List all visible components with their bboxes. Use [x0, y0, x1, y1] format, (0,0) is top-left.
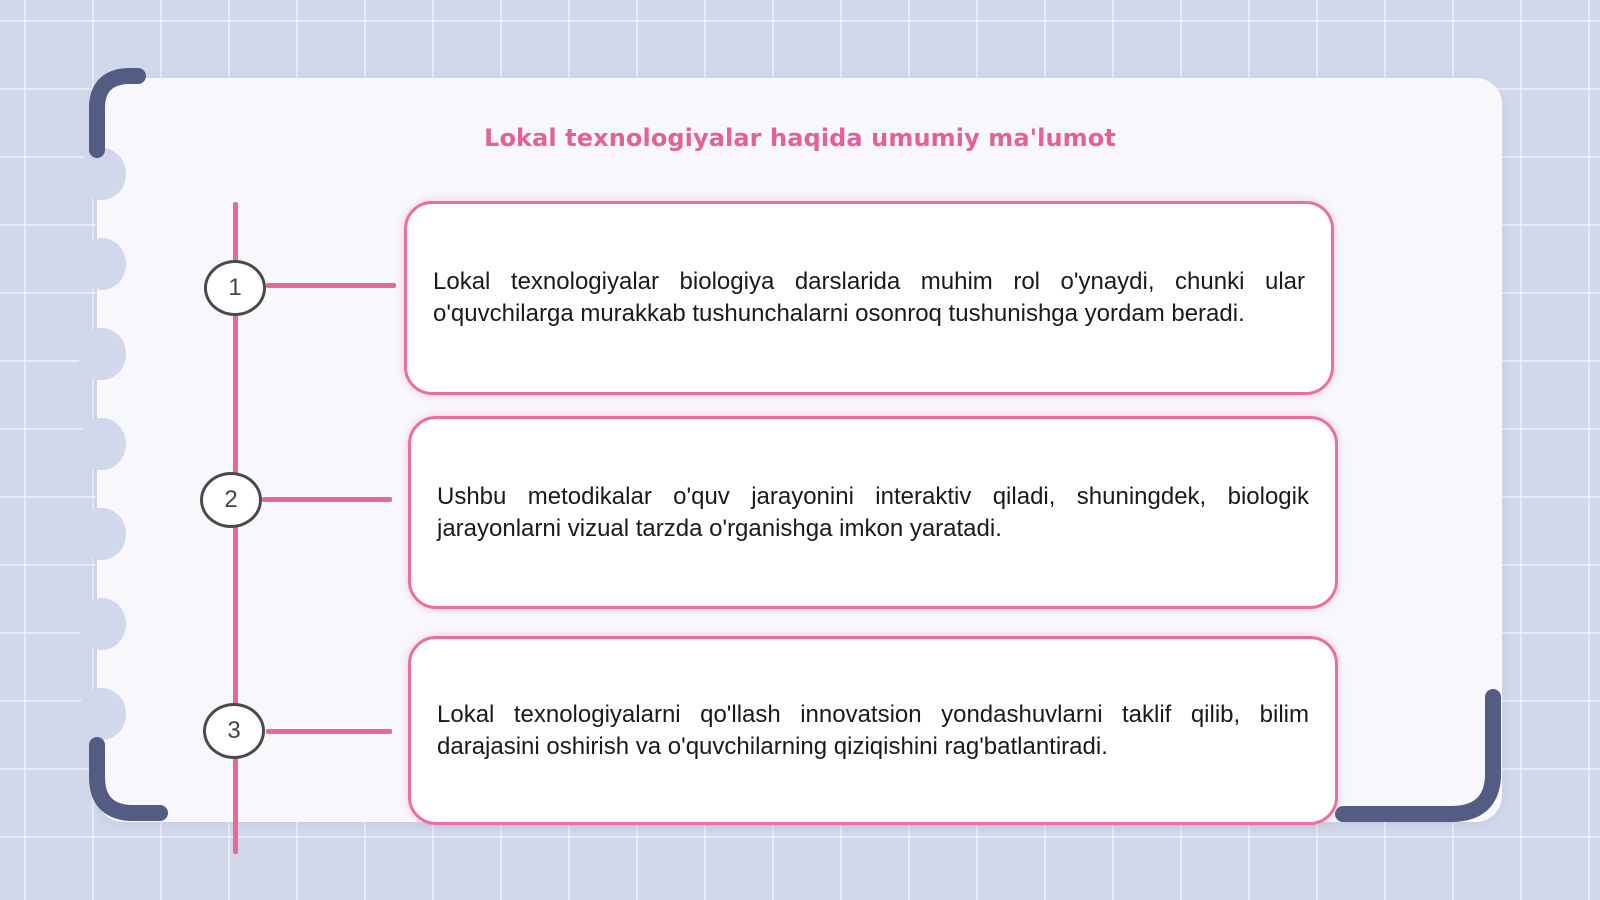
- info-card: [408, 416, 1338, 609]
- paper-notch: [78, 418, 126, 470]
- paper-notch: [78, 688, 126, 740]
- timeline-connector: [262, 497, 392, 502]
- timeline-connector: [266, 729, 392, 734]
- bottom-right-bracket: [1333, 687, 1513, 832]
- step-number-badge: 3: [203, 703, 265, 759]
- paper-notch: [78, 328, 126, 380]
- paper-notch: [78, 508, 126, 560]
- paper-notch: [78, 598, 126, 650]
- paper-notch: [78, 238, 126, 290]
- info-card-text: Lokal texnologiyalar biologiya darslarida muhim rol o'ynaydi, chunki ular o'quvchilarga murakkab tushunchalarni osonroq tushunishga yordam beradi.: [433, 268, 1305, 327]
- bottom-left-bracket: [84, 735, 184, 830]
- step-number-badge: 2: [200, 472, 262, 528]
- info-card-text: Lokal texnologiyalarni qo'llash innovatsion yondashuvlarni taklif qilib, bilim darajasini oshirish va o'quvchilarning qiziqishini rag'batlantiradi.: [437, 700, 1309, 760]
- info-card: [404, 201, 1334, 395]
- info-card: [408, 636, 1338, 825]
- info-card-text: Ushbu metodikalar o'quv jarayonini interaktiv qiladi, shuningdek, biologik jarayonlarni vizual tarzda o'rganishga imkon yaratadi.: [437, 482, 1309, 542]
- slide-title: Lokal texnologiyalar haqida umumiy ma'lumot: [484, 124, 1116, 152]
- step-number-badge: 1: [204, 260, 266, 316]
- timeline-connector: [266, 283, 396, 288]
